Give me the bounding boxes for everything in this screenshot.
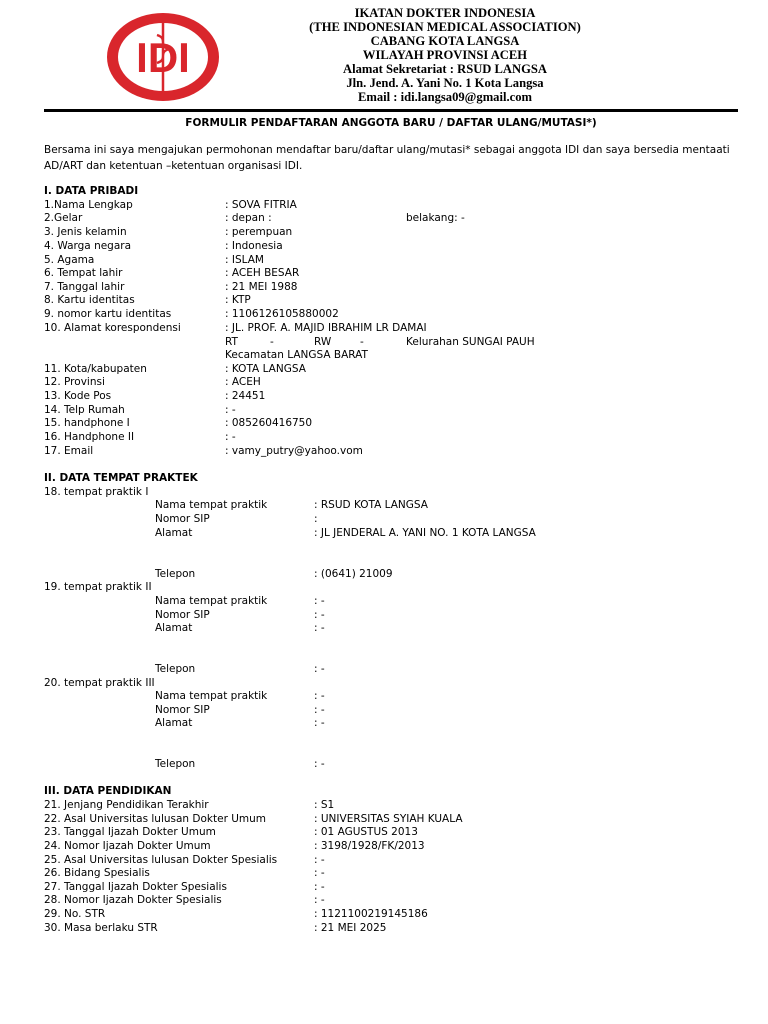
- practice-label: Nomor SIP: [155, 609, 210, 621]
- practice-label: Telepon: [155, 758, 196, 770]
- practice-value: :: [314, 513, 318, 525]
- field-value: : Indonesia: [225, 240, 283, 252]
- practice-title: 18. tempat praktik I: [44, 486, 149, 498]
- field-value: : -: [225, 431, 236, 443]
- field-value: : 21 MEI 2025: [314, 922, 387, 934]
- practice-label: Alamat: [155, 527, 193, 539]
- practice-label: Nomor SIP: [155, 513, 210, 525]
- practice-label: Alamat: [155, 717, 193, 729]
- field-label: 10. Alamat korespondensi: [44, 322, 181, 334]
- field-label: 27. Tanggal Ijazah Dokter Spesialis: [44, 881, 227, 893]
- field-label: 4. Warga negara: [44, 240, 132, 252]
- field-value: : 3198/1928/FK/2013: [314, 840, 425, 852]
- intro-paragraph: Bersama ini saya mengajukan permohonan mendaftar baru/daftar ulang/mutasi* sebagai anggota IDI dan saya bersedia mentaati AD/ART dan ketentuan –ketentuan organisasi IDI.: [44, 144, 730, 172]
- letterhead-line: (THE INDONESIAN MEDICAL ASSOCIATION): [309, 20, 581, 34]
- field-label: 1.Nama Lengkap: [44, 199, 133, 211]
- field-label: 25. Asal Universitas lulusan Dokter Spesialis: [44, 854, 278, 866]
- field-value: : -: [314, 894, 325, 906]
- letterhead: [260, 6, 630, 104]
- field-value: : 1106126105880002: [225, 308, 339, 320]
- field-label: 11. Kota/kabupaten: [44, 363, 147, 375]
- field-value: : perempuan: [225, 226, 293, 238]
- practice-value: : RSUD KOTA LANGSA: [314, 499, 428, 511]
- field-label: 26. Bidang Spesialis: [44, 867, 150, 879]
- address-rw-value: -: [360, 336, 364, 348]
- practice-value: : -: [314, 663, 325, 675]
- field-value: : SOVA FITRIA: [225, 199, 297, 211]
- field-label: 30. Masa berlaku STR: [44, 922, 158, 934]
- field-value: : 24451: [225, 390, 266, 402]
- field-label: 15. handphone I: [44, 417, 130, 429]
- practice-label: Nama tempat praktik: [155, 595, 268, 607]
- field-label: 6. Tempat lahir: [44, 267, 123, 279]
- field-value: : 01 AGUSTUS 2013: [314, 826, 418, 838]
- field-value: : depan :: [225, 212, 272, 224]
- field-value: : KTP: [225, 294, 251, 306]
- practice-label: Nama tempat praktik: [155, 690, 268, 702]
- field-label: 13. Kode Pos: [44, 390, 112, 402]
- field-value: : -: [225, 404, 236, 416]
- field-value-extra: belakang: -: [406, 212, 465, 224]
- practice-label: Nomor SIP: [155, 704, 210, 716]
- field-value: : JL. PROF. A. MAJID IBRAHIM LR DAMAI: [225, 322, 427, 334]
- field-value: : ACEH: [225, 376, 261, 388]
- field-label: 7. Tanggal lahir: [44, 281, 125, 293]
- practice-value: : JL JENDERAL A. YANI NO. 1 KOTA LANGSA: [314, 527, 536, 539]
- field-value: : UNIVERSITAS SYIAH KUALA: [314, 813, 463, 825]
- field-label: 22. Asal Universitas lulusan Dokter Umum: [44, 813, 267, 825]
- field-value: : -: [314, 867, 325, 879]
- field-value: : -: [314, 881, 325, 893]
- letterhead-line: WILAYAH PROVINSI ACEH: [362, 48, 528, 62]
- field-label: 9. nomor kartu identitas: [44, 308, 172, 320]
- field-label: 2.Gelar: [44, 212, 83, 224]
- practice-label: Nama tempat praktik: [155, 499, 268, 511]
- field-value: : 085260416750: [225, 417, 313, 429]
- field-label: 28. Nomor Ijazah Dokter Spesialis: [44, 894, 222, 906]
- logo-lettering: IDI: [136, 34, 190, 81]
- field-label: 29. No. STR: [44, 908, 106, 920]
- field-value: : -: [314, 854, 325, 866]
- form-title: FORMULIR PENDAFTARAN ANGGOTA BARU / DAFTAR ULANG/MUTASI*): [185, 117, 597, 129]
- field-value: : ACEH BESAR: [225, 267, 300, 279]
- field-value: : KOTA LANGSA: [225, 363, 306, 375]
- address-rw-label: RW: [314, 336, 332, 348]
- address-kecamatan: Kecamatan LANGSA BARAT: [225, 349, 368, 361]
- field-value: : 21 MEI 1988: [225, 281, 298, 293]
- field-value: : 1121100219145186: [314, 908, 428, 920]
- field-label: 21. Jenjang Pendidikan Terakhir: [44, 799, 209, 811]
- field-label: 24. Nomor Ijazah Dokter Umum: [44, 840, 211, 852]
- letterhead-line: CABANG KOTA LANGSA: [370, 34, 520, 48]
- field-label: 8. Kartu identitas: [44, 294, 135, 306]
- practice-value: : -: [314, 690, 325, 702]
- practice-label: Alamat: [155, 622, 193, 634]
- practice-value: : -: [314, 609, 325, 621]
- field-label: 23. Tanggal Ijazah Dokter Umum: [44, 826, 216, 838]
- section-heading: II. DATA TEMPAT PRAKTEK: [44, 472, 198, 484]
- field-label: 5. Agama: [44, 254, 95, 266]
- section-heading: I. DATA PRIBADI: [44, 185, 139, 197]
- practice-value: : -: [314, 622, 325, 634]
- address-rt-value: -: [270, 336, 274, 348]
- practice-title: 19. tempat praktik II: [44, 581, 152, 593]
- practice-value: : -: [314, 717, 325, 729]
- field-label: 12. Provinsi: [44, 376, 105, 388]
- field-value: : ISLAM: [225, 254, 264, 266]
- practice-title: 20. tempat praktik III: [44, 677, 155, 689]
- address-kelurahan: Kelurahan SUNGAI PAUH: [406, 336, 535, 348]
- field-label: 17. Email: [44, 445, 94, 457]
- practice-value: : -: [314, 704, 325, 716]
- address-rt-label: RT: [225, 336, 238, 348]
- letterhead-line: Jln. Jend. A. Yani No. 1 Kota Langsa: [346, 76, 544, 90]
- practice-label: Telepon: [155, 568, 196, 580]
- header-divider: [44, 109, 738, 112]
- field-value: : vamy_putry@yahoo.vom: [225, 445, 363, 457]
- practice-value: : -: [314, 595, 325, 607]
- letterhead-line: Email : idi.langsa09@gmail.com: [357, 90, 533, 104]
- practice-value: : -: [314, 758, 325, 770]
- field-label: 3. Jenis kelamin: [44, 226, 127, 238]
- field-label: 16. Handphone II: [44, 431, 135, 443]
- section-heading: III. DATA PENDIDIKAN: [44, 785, 172, 797]
- letterhead-line: IKATAN DOKTER INDONESIA: [354, 6, 536, 20]
- idi-logo: [105, 11, 221, 103]
- letterhead-line: Alamat Sekretariat : RSUD LANGSA: [342, 62, 548, 76]
- field-value: : S1: [314, 799, 335, 811]
- field-label: 14. Telp Rumah: [44, 404, 125, 416]
- practice-value: : (0641) 21009: [314, 568, 393, 580]
- practice-label: Telepon: [155, 663, 196, 675]
